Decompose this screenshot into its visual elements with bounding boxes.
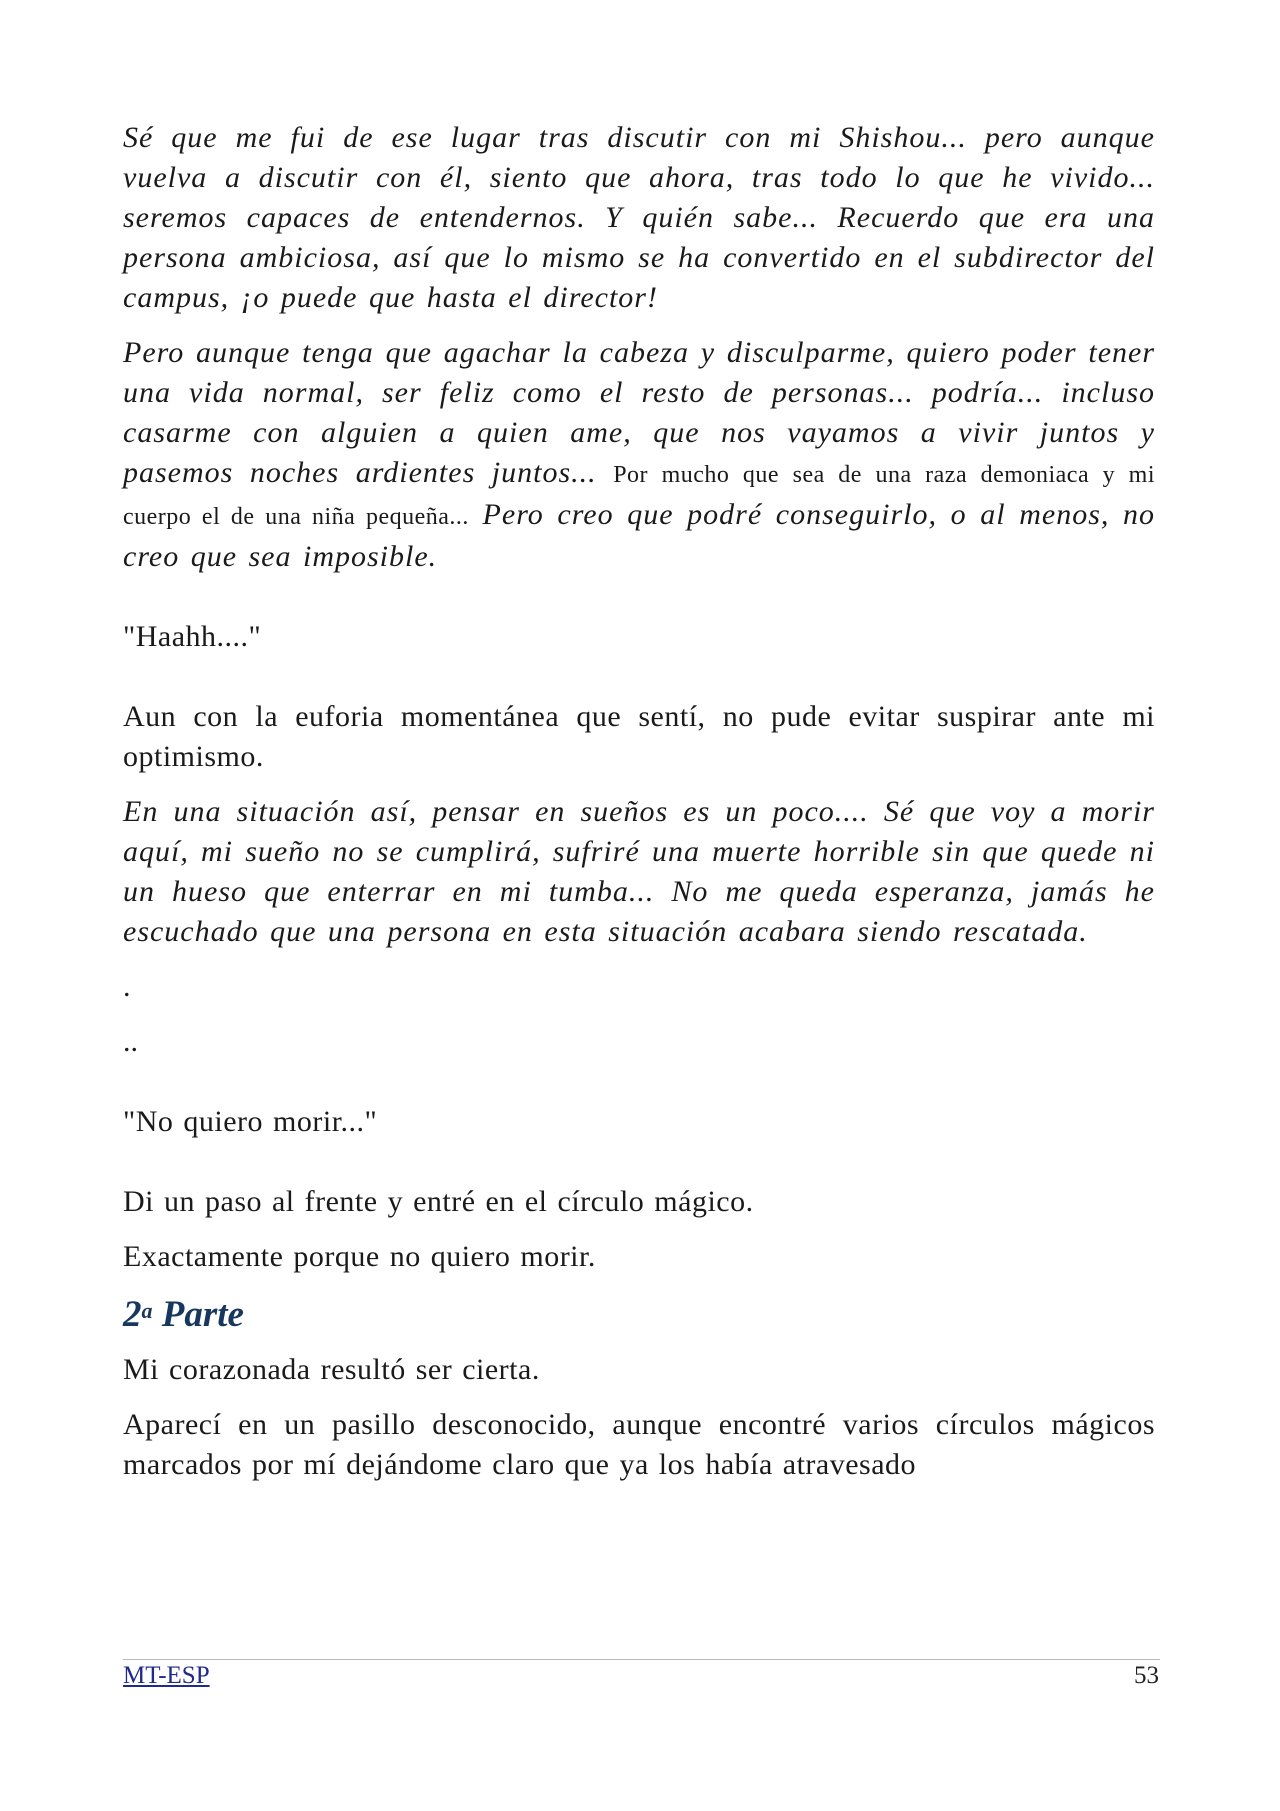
section-heading-number: 2: [123, 1294, 142, 1335]
section-heading-ordinal: a: [141, 1298, 153, 1323]
paragraph-normal-life: [123, 333, 1155, 577]
paragraph-shishou: Sé que me fui de ese lugar tras discutir con mi Shishou... pero aunque vuelva a discutir con él, siento que ahora, tras todo lo que he vivido... seremos capaces de entendernos. Y quién sabe... Recuerdo que era una persona ambiciosa, así que lo mismo se ha convertido en el subdirector del campus, ¡o puede que hasta el director!: [123, 121, 1155, 314]
footer-site-link[interactable]: MT-ESP: [123, 1662, 210, 1689]
paragraph-normal-life-part1: Pero aunque tenga que agachar la cabeza y disculparme, quiero poder tener una vida normal, ser feliz como el resto de personas... podría... incluso casarme con alguien a quien ame, que nos vayamos a vivir juntos y pasemos noches ardientes juntos...: [123, 336, 1155, 489]
section-heading: [123, 1292, 1155, 1338]
footer-divider: [123, 1659, 1160, 1660]
dialogue-sigh: "Haahh....": [123, 620, 262, 653]
section-heading-text: Parte: [161, 1294, 244, 1335]
paragraph-optimism: Aun con la euforia momentánea que sentí, no pude evitar suspirar ante mi optimismo.: [123, 700, 1155, 773]
paragraph-step-forward: Di un paso al frente y entré en el círculo mágico.: [123, 1185, 754, 1218]
paragraph-despair: En una situación así, pensar en sueños es un poco.... Sé que voy a morir aquí, mi sueño no se cumplirá, sufriré una muerte horrible sin que quede ni un hueso que enterrar en mi tumba... No me queda esperanza, jamás he escuchado que una persona en esta situación acabara siendo rescatada.: [123, 795, 1155, 948]
dialogue-no-quiero-morir: "No quiero morir...": [123, 1105, 378, 1138]
paragraph-corridor: Aparecí en un pasillo desconocido, aunque encontré varios círculos mágicos marcados por mí dejándome claro que ya los había atravesado: [123, 1408, 1155, 1481]
paragraph-reason: Exactamente porque no quiero morir.: [123, 1240, 596, 1273]
paragraph-normal-life-part3: Pero creo que podré conseguirlo, o al menos, no creo que sea imposible.: [123, 498, 1156, 573]
ellipsis-dot-1: .: [123, 970, 131, 1003]
page-number: 53: [1134, 1662, 1159, 1689]
ellipsis-dot-2: ..: [123, 1025, 138, 1058]
paragraph-normal-life-part2: Por mucho que sea de una raza demoniaca y mi cuerpo el de una niña pequeña...: [123, 462, 1156, 530]
paragraph-hunch: Mi corazonada resultó ser cierta.: [123, 1353, 540, 1386]
document-body: [123, 118, 1155, 1500]
